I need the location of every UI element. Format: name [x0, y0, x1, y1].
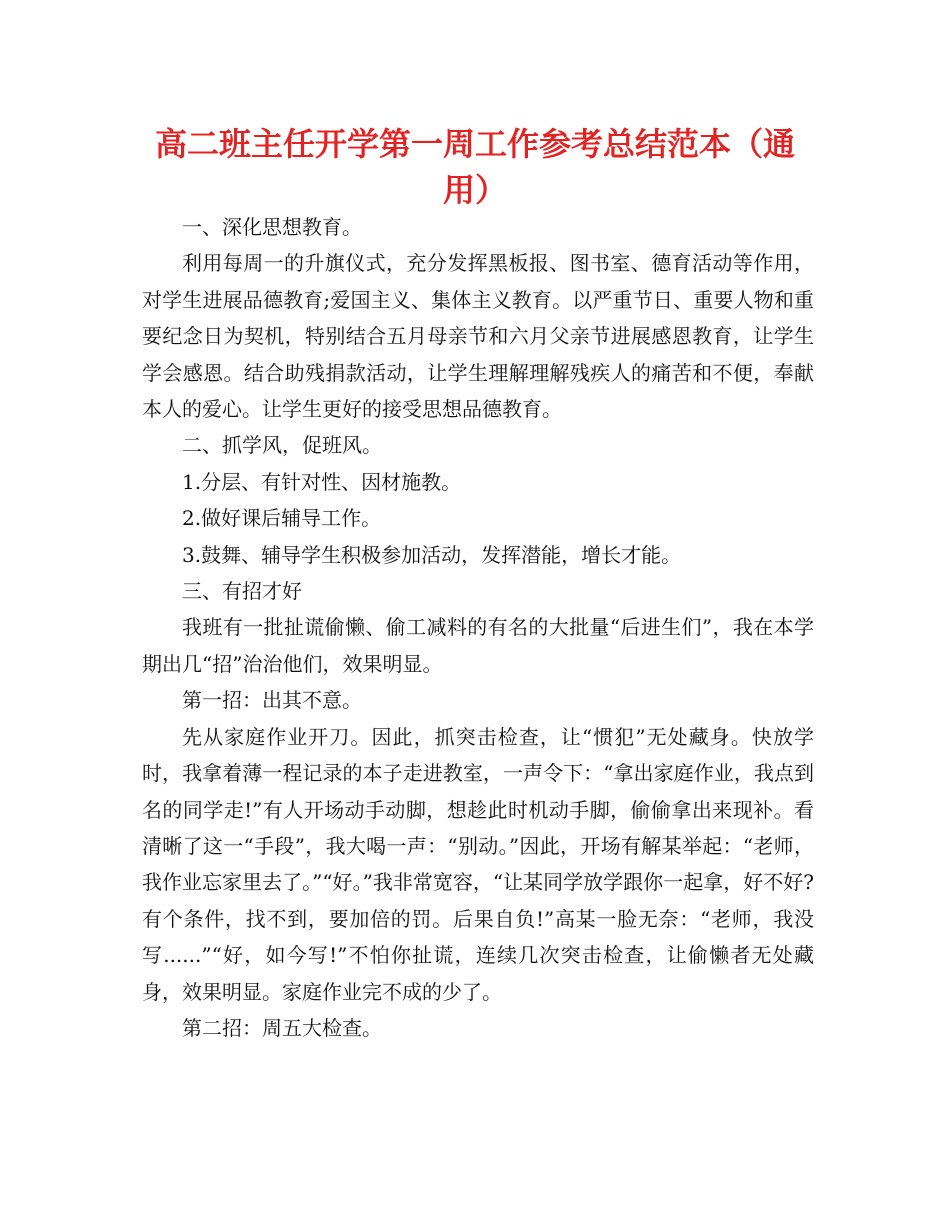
list-item: 3.鼓舞、辅导学生积极参加活动，发挥潜能，增长才能。: [182, 542, 682, 567]
section-heading-1: 一、深化思想教育。: [182, 215, 362, 239]
subheading: 第一招：出其不意。: [182, 688, 362, 713]
subheading: 第二招：周五大检查。: [182, 1015, 382, 1040]
list-item: 1.分层、有针对性、因材施教。: [182, 469, 462, 494]
section-heading-2: 二、抓学风，促班风。: [182, 433, 382, 458]
body-paragraph: 先从家庭作业开刀。因此，抓突击检查，让“惯犯”无处藏身。快放学时，我拿着薄一程记录的本子走进教室，一声令下：“拿出家庭作业，我点到名的同学走!”有人开场动手动脚，想趁此时机动手脚，偷偷拿出来现补。看清晰了这一“手段”，我大喝一声：“别动。”因此，开场有解某举起：“老师，我作业忘家里去了。”“好。”我非常宽容，“让某同学放学跟你一起拿，好不好?有个条件，找不到，要加倍的罚。后果自负!”高某一脸无奈：“老师，我没写......”“好，如今写!”不怕你扯谎，连续几次突击检查，让偷懒者无处藏身，效果明显。家庭作业完不成的少了。: [142, 724, 814, 1004]
body-paragraph: 我班有一批扯谎偷懒、偷工减料的有名的大批量“后进生们”，我在本学期出几“招”治治他们，效果明显。: [142, 615, 814, 676]
section-heading-3: 三、有招才好: [182, 579, 302, 604]
list-item: 2.做好课后辅导工作。: [182, 506, 382, 531]
document-body: [142, 209, 814, 1046]
body-paragraph: 利用每周一的升旗仪式，充分发挥黑板报、图书室、德育活动等作用，对学生进展品德教育;爱国主义、集体主义教育。以严重节日、重要人物和重要纪念日为契机，特别结合五月母亲节和六月父亲节进展感恩教育，让学生学会感恩。结合助残捐款活动，让学生理解理解残疾人的痛苦和不便，奉献本人的爱心。让学生更好的接受思想品德教育。: [142, 251, 814, 422]
document-title: 高二班主任开学第一周工作参考总结范本（通用）: [154, 125, 795, 209]
